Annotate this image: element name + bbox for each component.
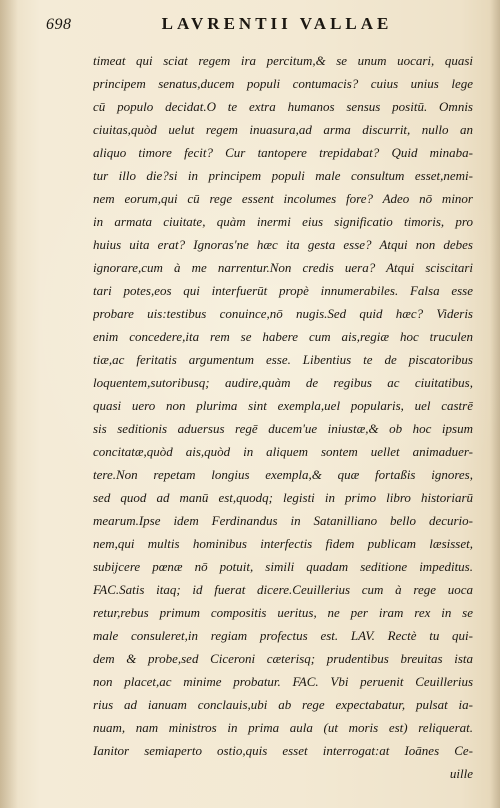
text-line: ciuitas,quòd uelut regem inuasura,ad arma discurrit, nullo an bbox=[93, 122, 473, 137]
text-line: concitatæ,quòd ais,quòd in aliquem sontem uellet animaduer- bbox=[93, 444, 473, 459]
text-line: subijcere pœnæ nō potuit, simili quadam seditione impeditus. bbox=[93, 559, 473, 574]
text-line: probare uis:testibus conuince,nō nugis.Sed quid hæc? Videris bbox=[93, 306, 473, 321]
text-line: tiæ,ac feritatis argumentum esse. Libentius te de piscatoribus bbox=[93, 352, 473, 367]
text-line: in armata ciuitate, quàm inermi eius significatio timoris, pro bbox=[93, 214, 473, 229]
page-header bbox=[46, 14, 466, 42]
text-line: tur illo die?si in principem populi male consultum esset,nemi- bbox=[93, 168, 473, 183]
text-line: tere.Non repetam longius exempla,& quæ fortaßis ignores, bbox=[93, 467, 473, 482]
text-line: FAC.Satis itaq; id fuerat dicere.Ceuillerius cum à rege uoca bbox=[93, 582, 473, 597]
text-line: dem & probe,sed Ciceroni cæterisq; prudentibus breuitas ista bbox=[93, 651, 473, 666]
text-line: aliquo timore fecit? Cur tantopere trepidabat? Quid minaba- bbox=[93, 145, 473, 160]
text-line: sed quod ad manū est,quodq; legisti in primo libro historiarū bbox=[93, 490, 473, 505]
catchword: uille bbox=[449, 766, 473, 781]
text-line: ignorare,cum à me narrentur.Non credis uera? Atqui sciscitari bbox=[93, 260, 473, 275]
text-line: male consuleret,in regiam profectus est. LAV. Rectè tu qui- bbox=[93, 628, 473, 643]
text-line: loquentem,sutoribusq; audire,quàm de regibus ac ciuitatibus, bbox=[93, 375, 473, 390]
page-edge-shadow bbox=[490, 0, 500, 808]
running-head: LAVRENTII VALLAE bbox=[161, 14, 393, 33]
text-line: enim concedere,ita rem se habere cum ais,regiæ hoc truculen bbox=[93, 329, 473, 344]
text-line: mearum.Ipse idem Ferdinandus in Satanilliano bello decurio- bbox=[93, 513, 473, 528]
main-text bbox=[93, 49, 473, 785]
text-line: sis seditionis aduersus regē ducem'ue iniustæ,& ob hoc ipsum bbox=[93, 421, 473, 436]
text-line: nem eorum,qui cū rege essent incolumes fore? Adeo nō minor bbox=[93, 191, 473, 206]
text-line: timeat qui sciat regem ira percitum,& se unum uocari, quasi bbox=[93, 53, 473, 68]
text-line: retur,rebus primum compositis ueritus, ne per iram rex in se bbox=[93, 605, 473, 620]
text-line: nem,qui multis hominibus interfectis fidem publicam læsisset, bbox=[93, 536, 473, 551]
text-line: non placet,ac minime probatur. FAC. Vbi peruenit Ceuillerius bbox=[93, 674, 473, 689]
text-line: rius ad ianuam conclauis,ubi ab rege expectabatur, pulsat ia- bbox=[93, 697, 473, 712]
text-line: Ianitor semiaperto ostio,quis esset interrogat:at Ioānes Ce- bbox=[93, 743, 473, 758]
gutter-shadow bbox=[0, 0, 18, 808]
text-line: nuam, nam ministros in prima aula (ut moris est) reliquerat. bbox=[93, 720, 473, 735]
text-line: huius uita erat? Ignoras'ne hæc ita gesta esse? Atqui non debes bbox=[93, 237, 473, 252]
text-line: principem senatus,ducem populi contumacis? cuius unius lege bbox=[93, 76, 473, 91]
text-line: cū populo decidat.O te extra humanos sensus positū. Omnis bbox=[93, 99, 473, 114]
page-number: 698 bbox=[46, 16, 72, 33]
text-line: quasi uero non plurima sint exempla,uel popularis, uel castrē bbox=[93, 398, 473, 413]
text-line: tari potes,eos qui interfuerūt propè innumerabiles. Falsa esse bbox=[93, 283, 473, 298]
